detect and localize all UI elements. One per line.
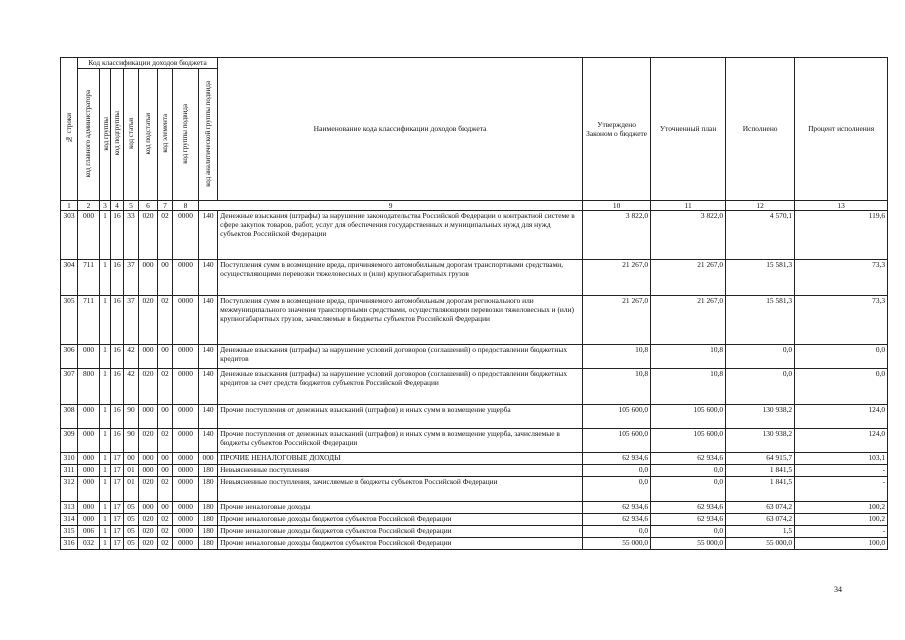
element-code-cell: 02 xyxy=(158,526,173,538)
analytic-group-cell: 140 xyxy=(199,260,218,296)
article-code-cell: 90 xyxy=(124,405,139,429)
element-code-cell: 02 xyxy=(158,538,173,550)
executed-cell: 1 841,5 xyxy=(726,465,795,477)
approved-cell: 62 934,6 xyxy=(583,514,651,526)
subtype-group-cell: 0000 xyxy=(173,538,199,550)
article-code-cell: 05 xyxy=(124,514,139,526)
element-code-cell: 00 xyxy=(158,405,173,429)
element-code-cell: 00 xyxy=(158,453,173,465)
group-code-cell: 1 xyxy=(100,477,111,502)
row-number-cell: 312 xyxy=(61,477,78,502)
element-code-cell: 02 xyxy=(158,514,173,526)
executed-header: Исполнено xyxy=(726,58,795,201)
table-row xyxy=(61,538,888,550)
name-cell: Прочие неналоговые доходы xyxy=(218,502,583,514)
subgroup-code-cell: 17 xyxy=(111,477,124,502)
article-code-cell: 00 xyxy=(124,453,139,465)
row-number-cell: 305 xyxy=(61,296,78,345)
row-number-cell: 315 xyxy=(61,526,78,538)
table-row xyxy=(61,477,888,502)
name-cell: Денежные взыскания (штрафы) за нарушение законодательства Российской Федерации о контрактной системе в сфере закупок товаров, работ, услуг для обеспечения государственных и муниципальных нужд для нужд субъектов Российской Федерации xyxy=(218,211,583,260)
group-code-cell: 1 xyxy=(100,369,111,405)
admin-code-cell: 000 xyxy=(78,514,100,526)
name-cell: Прочие неналоговые доходы бюджетов субъектов Российской Федерации xyxy=(218,538,583,550)
subtype-group-cell: 0000 xyxy=(173,526,199,538)
subtype-group-code-header: код группы подвида xyxy=(173,69,199,201)
analytic-group-code-header: код аналитической группы подвида xyxy=(199,69,218,201)
approved-cell: 10,8 xyxy=(583,369,651,405)
name-cell: Поступления сумм в возмещение вреда, причиняемого автомобильным дорогам регионального или межмуниципального значения транспортными средствами, осуществляющими перевозки тяжеловесных и (или) крупногабаритных грузов, зачисляемые в бюджеты субъектов Российской Федерации xyxy=(218,296,583,345)
row-number-cell: 304 xyxy=(61,260,78,296)
analytic-group-cell: 180 xyxy=(199,538,218,550)
col-number: 13 xyxy=(795,201,888,211)
table-row xyxy=(61,514,888,526)
col-number: 4 xyxy=(111,201,124,211)
analytic-group-cell: 140 xyxy=(199,211,218,260)
group-code-cell: 1 xyxy=(100,502,111,514)
group-code-cell: 1 xyxy=(100,453,111,465)
refined-cell: 10,8 xyxy=(651,369,726,405)
subgroup-code-cell: 17 xyxy=(111,502,124,514)
name-cell: Невыясненные поступления xyxy=(218,465,583,477)
element-code-cell: 02 xyxy=(158,429,173,453)
subtype-group-cell: 0000 xyxy=(173,453,199,465)
group-code-cell: 1 xyxy=(100,526,111,538)
executed-cell: 1 841,5 xyxy=(726,477,795,502)
table-row xyxy=(61,502,888,514)
element-code-header: код элемента xyxy=(158,69,173,201)
element-code-cell: 02 xyxy=(158,369,173,405)
subarticle-code-cell: 020 xyxy=(139,514,158,526)
subtype-group-cell: 0000 xyxy=(173,465,199,477)
approved-cell: 0,0 xyxy=(583,465,651,477)
table-row xyxy=(61,345,888,369)
subgroup-code-cell: 16 xyxy=(111,369,124,405)
analytic-group-cell: 140 xyxy=(199,405,218,429)
refined-cell: 105 600,0 xyxy=(651,429,726,453)
table-row xyxy=(61,453,888,465)
budget-revenue-table xyxy=(60,57,888,550)
executed-cell: 0,0 xyxy=(726,345,795,369)
subarticle-code-header: код подстатьи xyxy=(139,69,158,201)
name-cell: Денежные взыскания (штрафы) за нарушение условий договоров (соглашений) о предоставлении бюджетных кредитов за счет средств бюджетов субъектов Российской Федерации xyxy=(218,369,583,405)
element-code-cell: 00 xyxy=(158,502,173,514)
name-cell: Денежные взыскания (штрафы) за нарушение условий договоров (соглашений) о предоставлении бюджетных кредитов xyxy=(218,345,583,369)
col-number: 10 xyxy=(583,201,651,211)
subgroup-code-cell: 17 xyxy=(111,538,124,550)
approved-cell: 62 934,6 xyxy=(583,453,651,465)
percent-cell: 100,2 xyxy=(795,514,888,526)
group-code-cell: 1 xyxy=(100,211,111,260)
row-number-cell: 313 xyxy=(61,502,78,514)
row-number-cell: 309 xyxy=(61,429,78,453)
analytic-group-cell: 180 xyxy=(199,502,218,514)
refined-cell: 105 600,0 xyxy=(651,405,726,429)
subarticle-code-cell: 020 xyxy=(139,369,158,405)
subgroup-code-cell: 17 xyxy=(111,465,124,477)
executed-cell: 63 074,2 xyxy=(726,502,795,514)
col-number: 11 xyxy=(651,201,726,211)
refined-cell: 55 000,0 xyxy=(651,538,726,550)
subtype-group-cell: 0000 xyxy=(173,211,199,260)
approved-cell: 105 600,0 xyxy=(583,405,651,429)
subtype-group-cell: 0000 xyxy=(173,296,199,345)
percent-cell: 124,0 xyxy=(795,429,888,453)
subarticle-code-cell: 020 xyxy=(139,211,158,260)
col-number: 1 xyxy=(61,201,78,211)
article-code-cell: 42 xyxy=(124,369,139,405)
subgroup-code-cell: 16 xyxy=(111,260,124,296)
refined-cell: 0,0 xyxy=(651,526,726,538)
admin-code-cell: 000 xyxy=(78,502,100,514)
col-number: 3 xyxy=(100,201,111,211)
analytic-group-cell: 180 xyxy=(199,477,218,502)
row-number-cell: 308 xyxy=(61,405,78,429)
subarticle-code-cell: 000 xyxy=(139,465,158,477)
element-code-cell: 00 xyxy=(158,465,173,477)
subtype-group-cell: 0000 xyxy=(173,514,199,526)
name-cell: Прочие поступления от денежных взысканий (штрафов) и иных сумм в возмещение ущерба, зачисляемые в бюджеты субъектов Российской Федерации xyxy=(218,429,583,453)
percent-cell: 100,0 xyxy=(795,538,888,550)
percent-cell: 0,0 xyxy=(795,345,888,369)
name-cell: ПРОЧИЕ НЕНАЛОГОВЫЕ ДОХОДЫ xyxy=(218,453,583,465)
table-row xyxy=(61,260,888,296)
element-code-cell: 02 xyxy=(158,296,173,345)
refined-cell: 62 934,6 xyxy=(651,453,726,465)
approved-cell: 3 822,0 xyxy=(583,211,651,260)
subtype-group-cell: 0000 xyxy=(173,429,199,453)
percent-header: Процент исполнения xyxy=(795,58,888,201)
name-cell: Поступления сумм в возмещение вреда, причиняемого автомобильным дорогам транспортными средствами, осуществляющими перевозки тяжеловесных и (или) крупногабаритных грузов xyxy=(218,260,583,296)
subtype-group-cell: 0000 xyxy=(173,477,199,502)
subarticle-code-cell: 020 xyxy=(139,429,158,453)
admin-code-cell: 711 xyxy=(78,296,100,345)
group-code-cell: 1 xyxy=(100,260,111,296)
analytic-group-cell: 140 xyxy=(199,429,218,453)
col-number: 7 xyxy=(158,201,173,211)
article-code-cell: 05 xyxy=(124,526,139,538)
admin-code-cell: 000 xyxy=(78,477,100,502)
subtype-group-cell: 0000 xyxy=(173,369,199,405)
subgroup-code-cell: 16 xyxy=(111,429,124,453)
approved-cell: 0,0 xyxy=(583,526,651,538)
column-number-row xyxy=(61,201,888,211)
name-cell: Прочие неналоговые доходы бюджетов субъектов Российской Федерации xyxy=(218,526,583,538)
executed-cell: 15 581,3 xyxy=(726,296,795,345)
col-number: 9 xyxy=(199,201,583,211)
admin-code-cell: 006 xyxy=(78,526,100,538)
executed-cell: 4 570,1 xyxy=(726,211,795,260)
group-code-cell: 1 xyxy=(100,514,111,526)
element-code-cell: 02 xyxy=(158,211,173,260)
article-code-cell: 05 xyxy=(124,538,139,550)
percent-cell: 100,2 xyxy=(795,502,888,514)
element-code-cell: 02 xyxy=(158,477,173,502)
approved-cell: 0,0 xyxy=(583,477,651,502)
refined-header: Уточненный план xyxy=(651,58,726,201)
subgroup-code-cell: 16 xyxy=(111,405,124,429)
table-row xyxy=(61,429,888,453)
refined-cell: 62 934,6 xyxy=(651,514,726,526)
row-number-cell: 316 xyxy=(61,538,78,550)
article-code-cell: 01 xyxy=(124,465,139,477)
subtype-group-cell: 0000 xyxy=(173,260,199,296)
subgroup-code-cell: 16 xyxy=(111,211,124,260)
subtype-group-cell: 0000 xyxy=(173,345,199,369)
admin-code-cell: 000 xyxy=(78,211,100,260)
col-number: 2 xyxy=(78,201,100,211)
analytic-group-cell: 180 xyxy=(199,514,218,526)
admin-code-cell: 032 xyxy=(78,538,100,550)
subarticle-code-cell: 000 xyxy=(139,502,158,514)
admin-code-cell: 711 xyxy=(78,260,100,296)
article-code-cell: 05 xyxy=(124,502,139,514)
executed-cell: 15 581,3 xyxy=(726,260,795,296)
subgroup-code-cell: 17 xyxy=(111,514,124,526)
refined-cell: 21 267,0 xyxy=(651,296,726,345)
executed-cell: 1,5 xyxy=(726,526,795,538)
analytic-group-cell: 140 xyxy=(199,345,218,369)
refined-cell: 0,0 xyxy=(651,465,726,477)
table-row xyxy=(61,369,888,405)
refined-cell: 0,0 xyxy=(651,477,726,502)
analytic-group-cell: 180 xyxy=(199,526,218,538)
executed-cell: 130 938,2 xyxy=(726,429,795,453)
table-row xyxy=(61,405,888,429)
group-code-cell: 1 xyxy=(100,345,111,369)
table-row xyxy=(61,526,888,538)
executed-cell: 0,0 xyxy=(726,369,795,405)
executed-cell: 130 938,2 xyxy=(726,405,795,429)
admin-code-cell: 000 xyxy=(78,465,100,477)
percent-cell: 73,3 xyxy=(795,296,888,345)
article-code-cell: 90 xyxy=(124,429,139,453)
name-cell: Прочие поступления от денежных взысканий (штрафов) и иных сумм в возмещение ущерба xyxy=(218,405,583,429)
admin-code-cell: 800 xyxy=(78,369,100,405)
group-code-header: код группы xyxy=(100,69,111,201)
percent-cell: - xyxy=(795,477,888,502)
article-code-cell: 42 xyxy=(124,345,139,369)
group-code-cell: 1 xyxy=(100,465,111,477)
subarticle-code-cell: 000 xyxy=(139,453,158,465)
admin-code-header: код главного администратора xyxy=(78,69,100,201)
analytic-group-cell: 000 xyxy=(199,453,218,465)
col-number: 12 xyxy=(726,201,795,211)
admin-code-cell: 000 xyxy=(78,429,100,453)
refined-cell: 10,8 xyxy=(651,345,726,369)
group-code-cell: 1 xyxy=(100,538,111,550)
group-code-cell: 1 xyxy=(100,405,111,429)
article-code-cell: 37 xyxy=(124,296,139,345)
article-code-header: код статьи xyxy=(124,69,139,201)
percent-cell: 103,1 xyxy=(795,453,888,465)
executed-cell: 55 000,0 xyxy=(726,538,795,550)
approved-cell: 21 267,0 xyxy=(583,260,651,296)
row-number-cell: 310 xyxy=(61,453,78,465)
table-row xyxy=(61,211,888,260)
row-number-cell: 314 xyxy=(61,514,78,526)
subarticle-code-cell: 020 xyxy=(139,538,158,550)
subgroup-code-header: код подгруппы xyxy=(111,69,124,201)
approved-cell: 105 600,0 xyxy=(583,429,651,453)
percent-cell: 124,0 xyxy=(795,405,888,429)
approved-cell: 10,8 xyxy=(583,345,651,369)
analytic-group-cell: 140 xyxy=(199,296,218,345)
name-header: Наименование кода классификации доходов бюджета xyxy=(218,58,583,201)
approved-cell: 55 000,0 xyxy=(583,538,651,550)
table-row xyxy=(61,296,888,345)
article-code-cell: 01 xyxy=(124,477,139,502)
row-number-header: № строки xyxy=(61,58,78,201)
article-code-cell: 33 xyxy=(124,211,139,260)
percent-cell: - xyxy=(795,465,888,477)
group-code-cell: 1 xyxy=(100,429,111,453)
table-row xyxy=(61,465,888,477)
element-code-cell: 00 xyxy=(158,345,173,369)
approved-header: Утверждено Законом о бюджете xyxy=(583,58,651,201)
page-number: 34 xyxy=(834,585,842,594)
col-number: 5 xyxy=(124,201,139,211)
subgroup-code-cell: 17 xyxy=(111,526,124,538)
subgroup-code-cell: 16 xyxy=(111,345,124,369)
approved-cell: 62 934,6 xyxy=(583,502,651,514)
percent-cell: - xyxy=(795,526,888,538)
analytic-group-cell: 180 xyxy=(199,465,218,477)
article-code-cell: 37 xyxy=(124,260,139,296)
refined-cell: 3 822,0 xyxy=(651,211,726,260)
approved-cell: 21 267,0 xyxy=(583,296,651,345)
analytic-group-cell: 140 xyxy=(199,369,218,405)
row-number-cell: 311 xyxy=(61,465,78,477)
admin-code-cell: 000 xyxy=(78,345,100,369)
element-code-cell: 00 xyxy=(158,260,173,296)
group-code-cell: 1 xyxy=(100,296,111,345)
row-number-cell: 306 xyxy=(61,345,78,369)
subarticle-code-cell: 020 xyxy=(139,296,158,345)
col-number: 6 xyxy=(139,201,158,211)
refined-cell: 62 934,6 xyxy=(651,502,726,514)
row-number-cell: 307 xyxy=(61,369,78,405)
classification-code-header: Код классификации доходов бюджета xyxy=(78,58,218,69)
admin-code-cell: 000 xyxy=(78,405,100,429)
subarticle-code-cell: 020 xyxy=(139,477,158,502)
percent-cell: 0,0 xyxy=(795,369,888,405)
subarticle-code-cell: 000 xyxy=(139,260,158,296)
col-number: 8 xyxy=(173,201,199,211)
admin-code-cell: 000 xyxy=(78,453,100,465)
executed-cell: 64 915,7 xyxy=(726,453,795,465)
executed-cell: 63 074,2 xyxy=(726,514,795,526)
percent-cell: 119,6 xyxy=(795,211,888,260)
percent-cell: 73,3 xyxy=(795,260,888,296)
refined-cell: 21 267,0 xyxy=(651,260,726,296)
subarticle-code-cell: 000 xyxy=(139,345,158,369)
subarticle-code-cell: 000 xyxy=(139,405,158,429)
name-cell: Прочие неналоговые доходы бюджетов субъектов Российской Федерации xyxy=(218,514,583,526)
name-cell: Невыясненные поступления, зачисляемые в бюджеты субъектов Российской Федерации xyxy=(218,477,583,502)
subgroup-code-cell: 17 xyxy=(111,453,124,465)
subtype-group-cell: 0000 xyxy=(173,405,199,429)
subarticle-code-cell: 020 xyxy=(139,526,158,538)
subtype-group-cell: 0000 xyxy=(173,502,199,514)
subgroup-code-cell: 16 xyxy=(111,296,124,345)
row-number-cell: 303 xyxy=(61,211,78,260)
